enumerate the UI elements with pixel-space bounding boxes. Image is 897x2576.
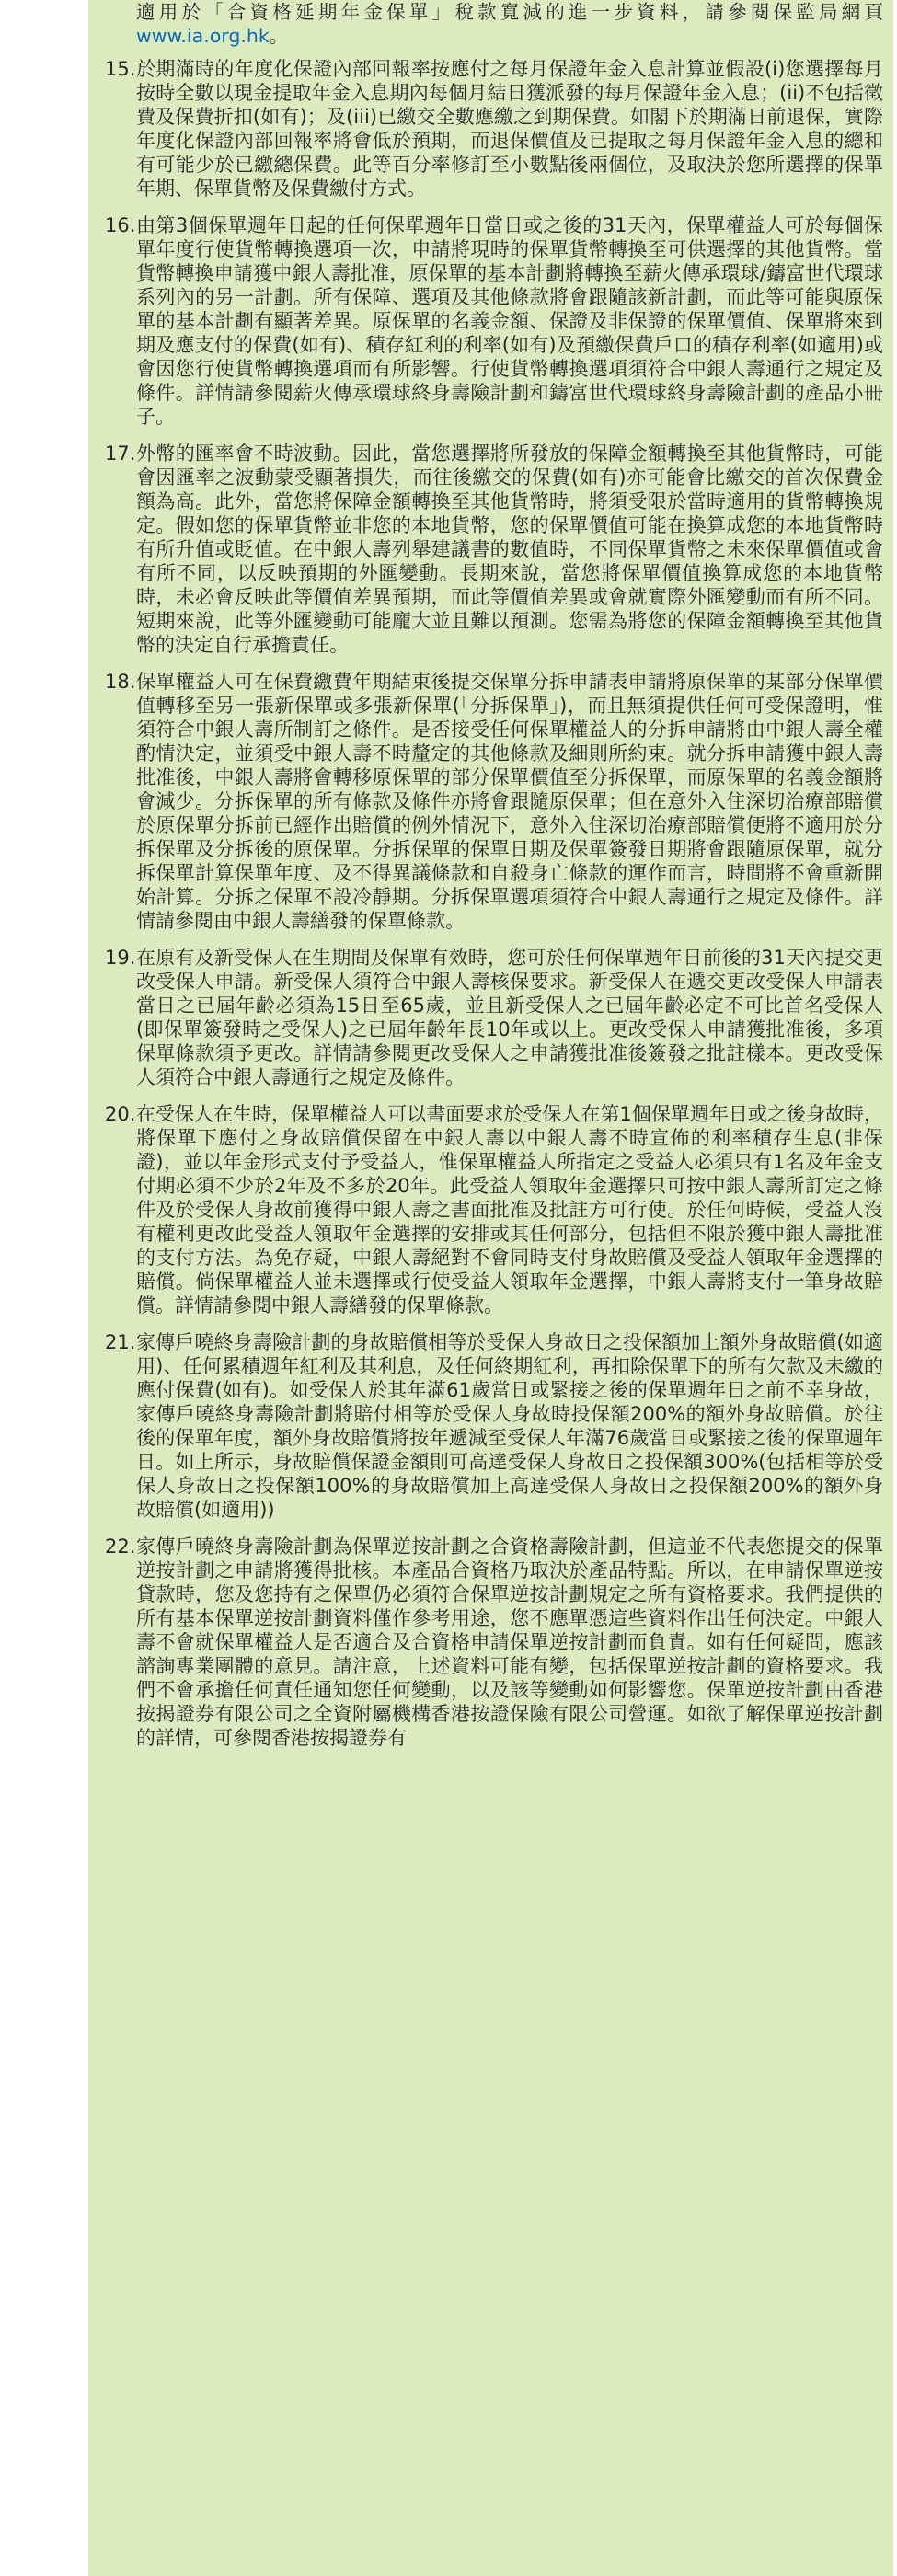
- intro-end-text: 。: [269, 25, 289, 47]
- clause-17: [105, 442, 883, 657]
- clause-text: 在原有及新受保人在生期間及保單有效時，您可於任何保單週年日前後的31天內提交更改受保人申請。新受保人須符合中銀人壽核保要求。新受保人在遞交更改受保人申請表當日之已屆年齡必須為15日至65歲，並且新受保人之已屆年齡必定不可比首名受保人(即保單簽發時之受保人)之已屆年齡年長10年或以上。更改受保人申請獲批准後，多項保單條款須予更改。詳情請參閱更改受保人之申請獲批准後簽發之批註樣本。更改受保人須符合中銀人壽通行之規定及條件。: [136, 947, 883, 1088]
- clause-text: 保單權益人可在保費繳費年期結束後提交保單分拆申請表申請將原保單的某部分保單價值轉移至另一張新保單或多張新保單(「分拆保單」)，而且無須提供任何可受保證明，惟須符合中銀人壽所制訂之條件。是否接受任何保單權益人的分拆申請將由中銀人壽全權酌情決定，並須受中銀人壽不時釐定的其他條款及細則所約束。就分拆申請獲中銀人壽批准後，中銀人壽將會轉移原保單的部分保單價值至分拆保單，而原保單的名義金額將會減少。分拆保單的所有條款及條件亦將會跟隨原保單；但在意外入住深切治療部賠償於原保單分拆前已經作出賠償的例外情況下，意外入住深切治療部賠償便將不適用於分拆保單及分拆後的原保單。分拆保單的保單日期及保單簽發日期將會跟隨原保單，就分拆保單計算保單年度、及不得異議條款和自殺身亡條款的運作而言，時間將不會重新開始計算。分拆之保單不設冷靜期。分拆保單選項須符合中銀人壽通行之規定及條件。詳情請參閱由中銀人壽繕發的保單條款。: [136, 671, 883, 932]
- clause-15: [105, 57, 883, 201]
- clause-text: 於期滿時的年度化保證內部回報率按應付之每月保證年金入息計算並假設(i)您選擇每月按時全數以現金提取年金入息期內每個月結日獲派發的每月保證年金入息；(ii)不包括徵費及保費折扣(如有)；及(iii)已繳交全數應繳之到期保費。如閣下於期滿日前退保，實際年度化保證內部回報率將會低於預期，而退保價值及已提取之每月保證年金入息的總和有可能少於已繳總保費。此等百分率修訂至小數點後兩個位，及取決於您所選擇的保單年期、保單貨幣及保費繳付方式。: [136, 58, 883, 200]
- clause-number: 21.: [105, 1331, 136, 1353]
- clause-number: 17.: [105, 443, 136, 465]
- clause-number: 19.: [105, 947, 136, 969]
- clause-number: 15.: [105, 58, 136, 80]
- clause-16: [105, 213, 883, 429]
- clause-text: 由第3個保單週年日起的任何保單週年日當日或之後的31天內，保單權益人可於每個保單年度行使貨幣轉換選項一次，申請將現時的保單貨幣轉換至可供選擇的其他貨幣。當貨幣轉換申請獲中銀人壽批准，原保單的基本計劃將轉換至薪火傳承環球/鑄富世代環球系列內的另一計劃。所有保障、選項及其他條款將會跟隨該新計劃，而此等可能與原保單的基本計劃有顯著差異。原保單的名義金額、保證及非保證的保單價值、保單將來到期及應支付的保費(如有)、積存紅利的利率(如有)及預繳保費戶口的積存利率(如適用)或會因您行使貨幣轉換選項而有所影響。行使貨幣轉換選項須符合中銀人壽通行之規定及條件。詳情請參閱薪火傳承環球終身壽險計劃和鑄富世代環球終身壽險計劃的產品小冊子。: [136, 214, 883, 428]
- clause-number: 22.: [105, 1535, 136, 1558]
- clause-number: 18.: [105, 671, 136, 693]
- clause-text: 家傳戶曉終身壽險計劃為保單逆按計劃之合資格壽險計劃，但這並不代表您提交的保單逆按計劃之申請將獲得批核。本產品合資格乃取決於產品特點。所以，在申請保單逆按貸款時，您及您持有之保單仍必須符合保單逆按計劃規定之所有資格要求。我們提供的所有基本保單逆按計劃資料僅作參考用途，您不應單憑這些資料作出任何決定。中銀人壽不會就保單權益人是否適合及合資格申請保單逆按計劃而負責。如有任何疑問，應該諮詢專業團體的意見。請注意，上述資料可能有變，包括保單逆按計劃的資格要求。我們不會承擔任何責任通知您任何變動，以及該等變動如何影響您。保單逆按計劃由香港按揭證券有限公司之全資附屬機構香港按證保險有限公司營運。如欲了解保單逆按計劃的詳情，可參閱香港按揭證券有: [136, 1535, 883, 1749]
- clause-20: [105, 1102, 883, 1317]
- document-panel: [88, 0, 893, 2576]
- clause-19: [105, 946, 883, 1089]
- intro-paragraph: [136, 0, 883, 48]
- clause-number: 20.: [105, 1103, 136, 1125]
- clause-text: 在受保人在生時，保單權益人可以書面要求於受保人在第1個保單週年日或之後身故時，將保單下應付之身故賠償保留在中銀人壽以中銀人壽不時宣佈的利率積存生息(非保證)，並以年金形式支付予受益人，惟保單權益人所指定之受益人必須只有1名及年金支付期必須不少於2年及不多於20年。此受益人領取年金選擇只可按中銀人壽所訂定之條件及於受保人身故前獲得中銀人壽之書面批准及批註方可行使。於任何時候，受益人沒有權利更改此受益人領取年金選擇的安排或其任何部分，包括但不限於獲中銀人壽批准的支付方法。為免存疑，中銀人壽絕對不會同時支付身故賠償及受益人領取年金選擇的賠償。倘保單權益人並未選擇或行使受益人領取年金選擇，中銀人壽將支付一筆身故賠償。詳情請參閱中銀人壽繕發的保單條款。: [136, 1103, 883, 1317]
- ia-website-link[interactable]: www.ia.org.hk: [136, 25, 270, 47]
- clause-text: 家傳戶曉終身壽險計劃的身故賠償相等於受保人身故日之投保額加上額外身故賠償(如適用)、任何累積週年紅利及其利息，及任何終期紅利，再扣除保單下的所有欠款及未繳的應付保費(如有)。如受保人於其年滿61歲當日或緊接之後的保單週年日之前不幸身故，家傳戶曉終身壽險計劃將賠付相等於受保人身故時投保額200%的額外身故賠償。於往後的保單年度，額外身故賠償將按年遞減至受保人年滿76歲當日或緊接之後的保單週年日。如上所示，身故賠償保證金額則可高達受保人身故日之投保額300%(包括相等於受保人身故日之投保額100%的身故賠償加上高達受保人身故日之投保額200%的額外身故賠償(如適用)): [136, 1331, 883, 1521]
- clause-21: [105, 1330, 883, 1522]
- clause-number: 16.: [105, 214, 136, 236]
- clause-18: [105, 670, 883, 933]
- intro-text: 適用於「合資格延期年金保單」稅款寬減的進一步資料，請參閱保監局網頁: [136, 1, 883, 23]
- clause-text: 外幣的匯率會不時波動。因此，當您選擇將所發放的保障金額轉換至其他貨幣時，可能會因匯率之波動蒙受顯著損失，而往後繳交的保費(如有)亦可能會比繳交的首次保費金額為高。此外，當您將保障金額轉換至其他貨幣時，將須受限於當時適用的貨幣轉換規定。假如您的保單貨幣並非您的本地貨幣，您的保單價值可能在換算成您的本地貨幣時有所升值或貶值。在中銀人壽列舉建議書的數值時，不同保單貨幣之未來保單價值或會有所不同，以反映預期的外匯變動。長期來說，當您將保單價值換算成您的本地貨幣時，未必會反映此等價值差異預期，而此等價值差異或會就實際外匯變動而有所不同。短期來說，此等外匯變動可能龐大並且難以預測。您需為將您的保障金額轉換至其他貨幣的決定自行承擔責任。: [136, 443, 883, 656]
- clause-list: [105, 57, 883, 1750]
- clause-22: [105, 1535, 883, 1750]
